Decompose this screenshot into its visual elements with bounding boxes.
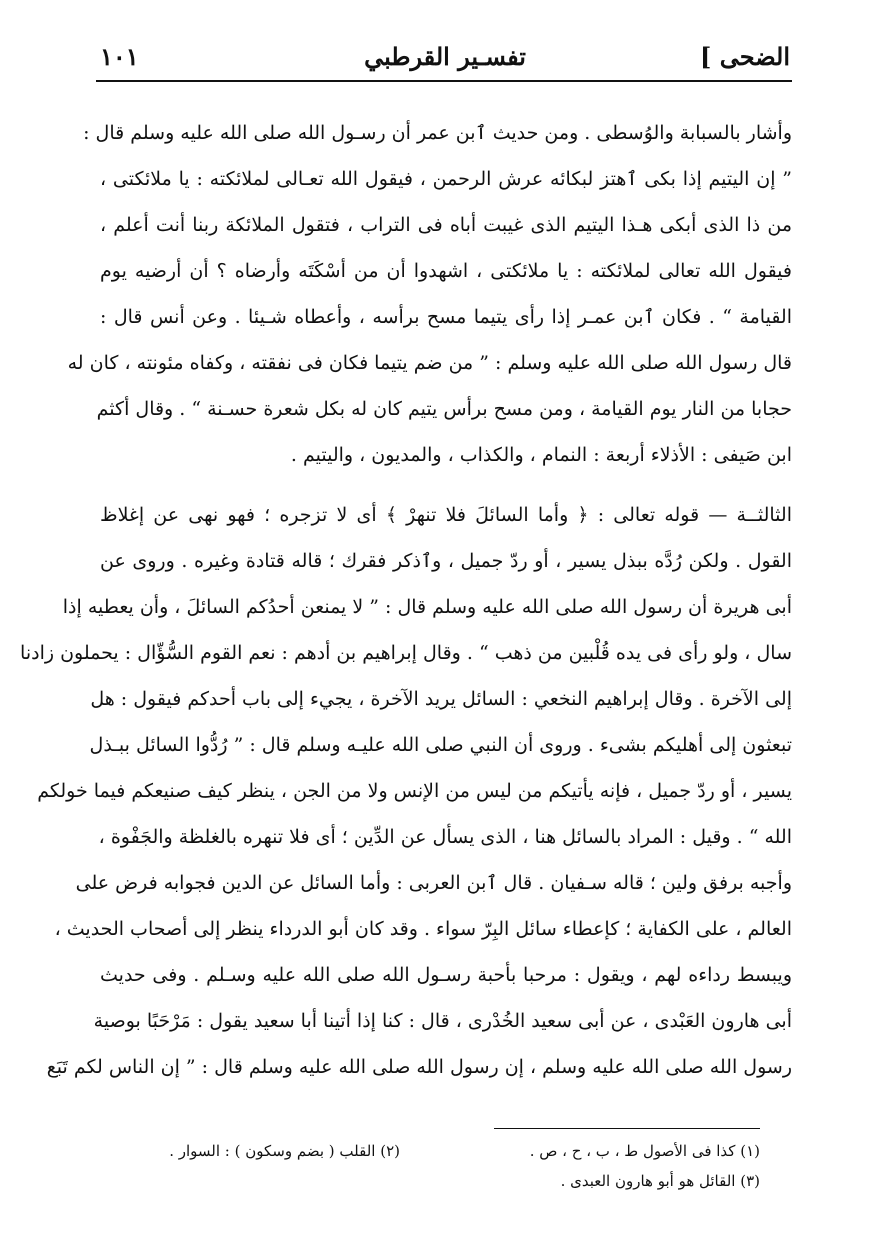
- footnote-row: [120, 1136, 760, 1166]
- page-number: ١٠١: [100, 42, 139, 71]
- footnote-1: (١) كذا فى الأصول ط ، ب ، ح ، ص .: [529, 1142, 760, 1160]
- text-line: ويبسط رداءه لهم ، ويقول : مرحبا بأحبة رسـول الله صلى الله عليه وسـلم . وفى حديث: [100, 964, 792, 986]
- text-line: فيقول الله تعالى لملائكته : يا ملائكتى ، اشهدوا أن من أسْكَتَه وأرضاه ؟ أن أرضيه يوم: [100, 260, 792, 282]
- text-line: تبعثون إلى أهليكم بشىء . وروى أن النبي صلى الله عليـه وسلم قال : ” رُدُّوا السائل ببـذل: [89, 734, 792, 756]
- text-line: ابن صَيفى : الأذلاء أربعة : النمام ، والكذاب ، والمديون ، واليتيم .: [290, 444, 792, 466]
- surah-name: الضحى ]: [700, 42, 790, 71]
- book-title: تفسـير القرطبي: [364, 42, 526, 71]
- footnotes: [120, 1136, 760, 1196]
- text-line: وأجبه برفق ولين ؛ قاله سـفيان . قال ٱبن العربى : وأما السائل عن الدين فجوابه فرض على: [75, 872, 792, 894]
- text-line: حجابا من النار يوم القيامة ، ومن مسح برأس يتيم كان له بكل شعرة حسـنة “ . وقال أكثم: [96, 398, 792, 420]
- footnote-3: (٣) القائل هو أبو هارون العبدى .: [560, 1172, 760, 1190]
- paragraph-gap: [100, 478, 792, 492]
- text-line: قال رسول الله صلى الله عليه وسلم : ” من ضم يتيما فكان فى نفقته ، وكفاه مئونته ، كان له: [67, 352, 792, 374]
- text-line: الثالثــة — قوله تعالى : ﴿ وأما السائلَ فلا تنهرْ ﴾ أى لا تزجره ؛ فهو نهى عن إغلاظ: [100, 504, 792, 526]
- text-line: من ذا الذى أبكى هـذا اليتيم الذى غيبت أباه فى التراب ، فتقول الملائكة ربنا أنت أعلم ،: [100, 214, 792, 236]
- text-line: وأشار بالسبابة والوُسطى . ومن حديث ٱبن عمر أن رسـول الله صلى الله عليه وسلم قال :: [83, 122, 792, 144]
- text-line: الله “ . وقيل : المراد بالسائل هنا ، الذى يسأل عن الدِّين ؛ أى فلا تنهره بالغلظة والجَفْوة ،: [98, 826, 792, 848]
- footnote-rule: [494, 1128, 760, 1129]
- text-line: يسير ، أو ردّ جميل ، فإنه يأتيكم من ليس من الإنس ولا من الجن ، ينظر كيف صنيعكم فيما خولكم: [37, 780, 792, 802]
- footnote-row: [120, 1166, 760, 1196]
- text-line: القيامة “ . فكان ٱبن عمـر إذا رأى يتيما مسح برأسه ، وأعطاه شـيئا . وعن أنس قال :: [100, 306, 792, 328]
- body-text: [20, 110, 792, 1090]
- text-line: العالم ، على الكفاية ؛ كإعطاء سائل البِرّ سواء . وقد كان أبو الدرداء ينظر إلى أصحاب الحديث ،: [54, 918, 792, 940]
- text-line: أبى هريرة أن رسول الله صلى الله عليه وسلم قال : ” لا يمنعن أحدُكم السائلَ ، وأن يعطيه إذا: [62, 596, 792, 618]
- text-line: ” إن اليتيم إذا بكى ٱهتز لبكائه عرش الرحمن ، فيقول الله تعـالى لملائكته : يا ملائكتى ،: [100, 168, 792, 190]
- text-line: رسول الله صلى الله عليه وسلم ، إن رسول الله صلى الله عليه وسلم قال : ” إن الناس لكم تَبَع: [46, 1056, 792, 1078]
- footnote-2: (٢) القلب ( بضم وسكون ) : السوار .: [169, 1142, 400, 1160]
- text-line: سال ، ولو رأى فى يده قُلْبين من ذهب “ . وقال إبراهيم بن أدهم : نعم القوم السُّؤّال : يحملون زادنا: [20, 642, 792, 664]
- text-line: أبى هارون العَبْدى ، عن أبى سعيد الخُدْرى ، قال : كنا إذا أتينا أبا سعيد يقول : مَرْحَبًا بوصية: [93, 1010, 792, 1032]
- text-line: إلى الآخرة . وقال إبراهيم النخعي : السائل يريد الآخرة ، يجيء إلى باب أحدكم فيقول : هل: [90, 688, 792, 710]
- text-line: القول . ولكن رُدَّه ببذل يسير ، أو ردّ جميل ، وٱذكر فقرك ؛ قاله قتادة وغيره . وروى عن: [100, 550, 792, 572]
- running-header: [100, 40, 790, 80]
- header-rule: [96, 80, 792, 82]
